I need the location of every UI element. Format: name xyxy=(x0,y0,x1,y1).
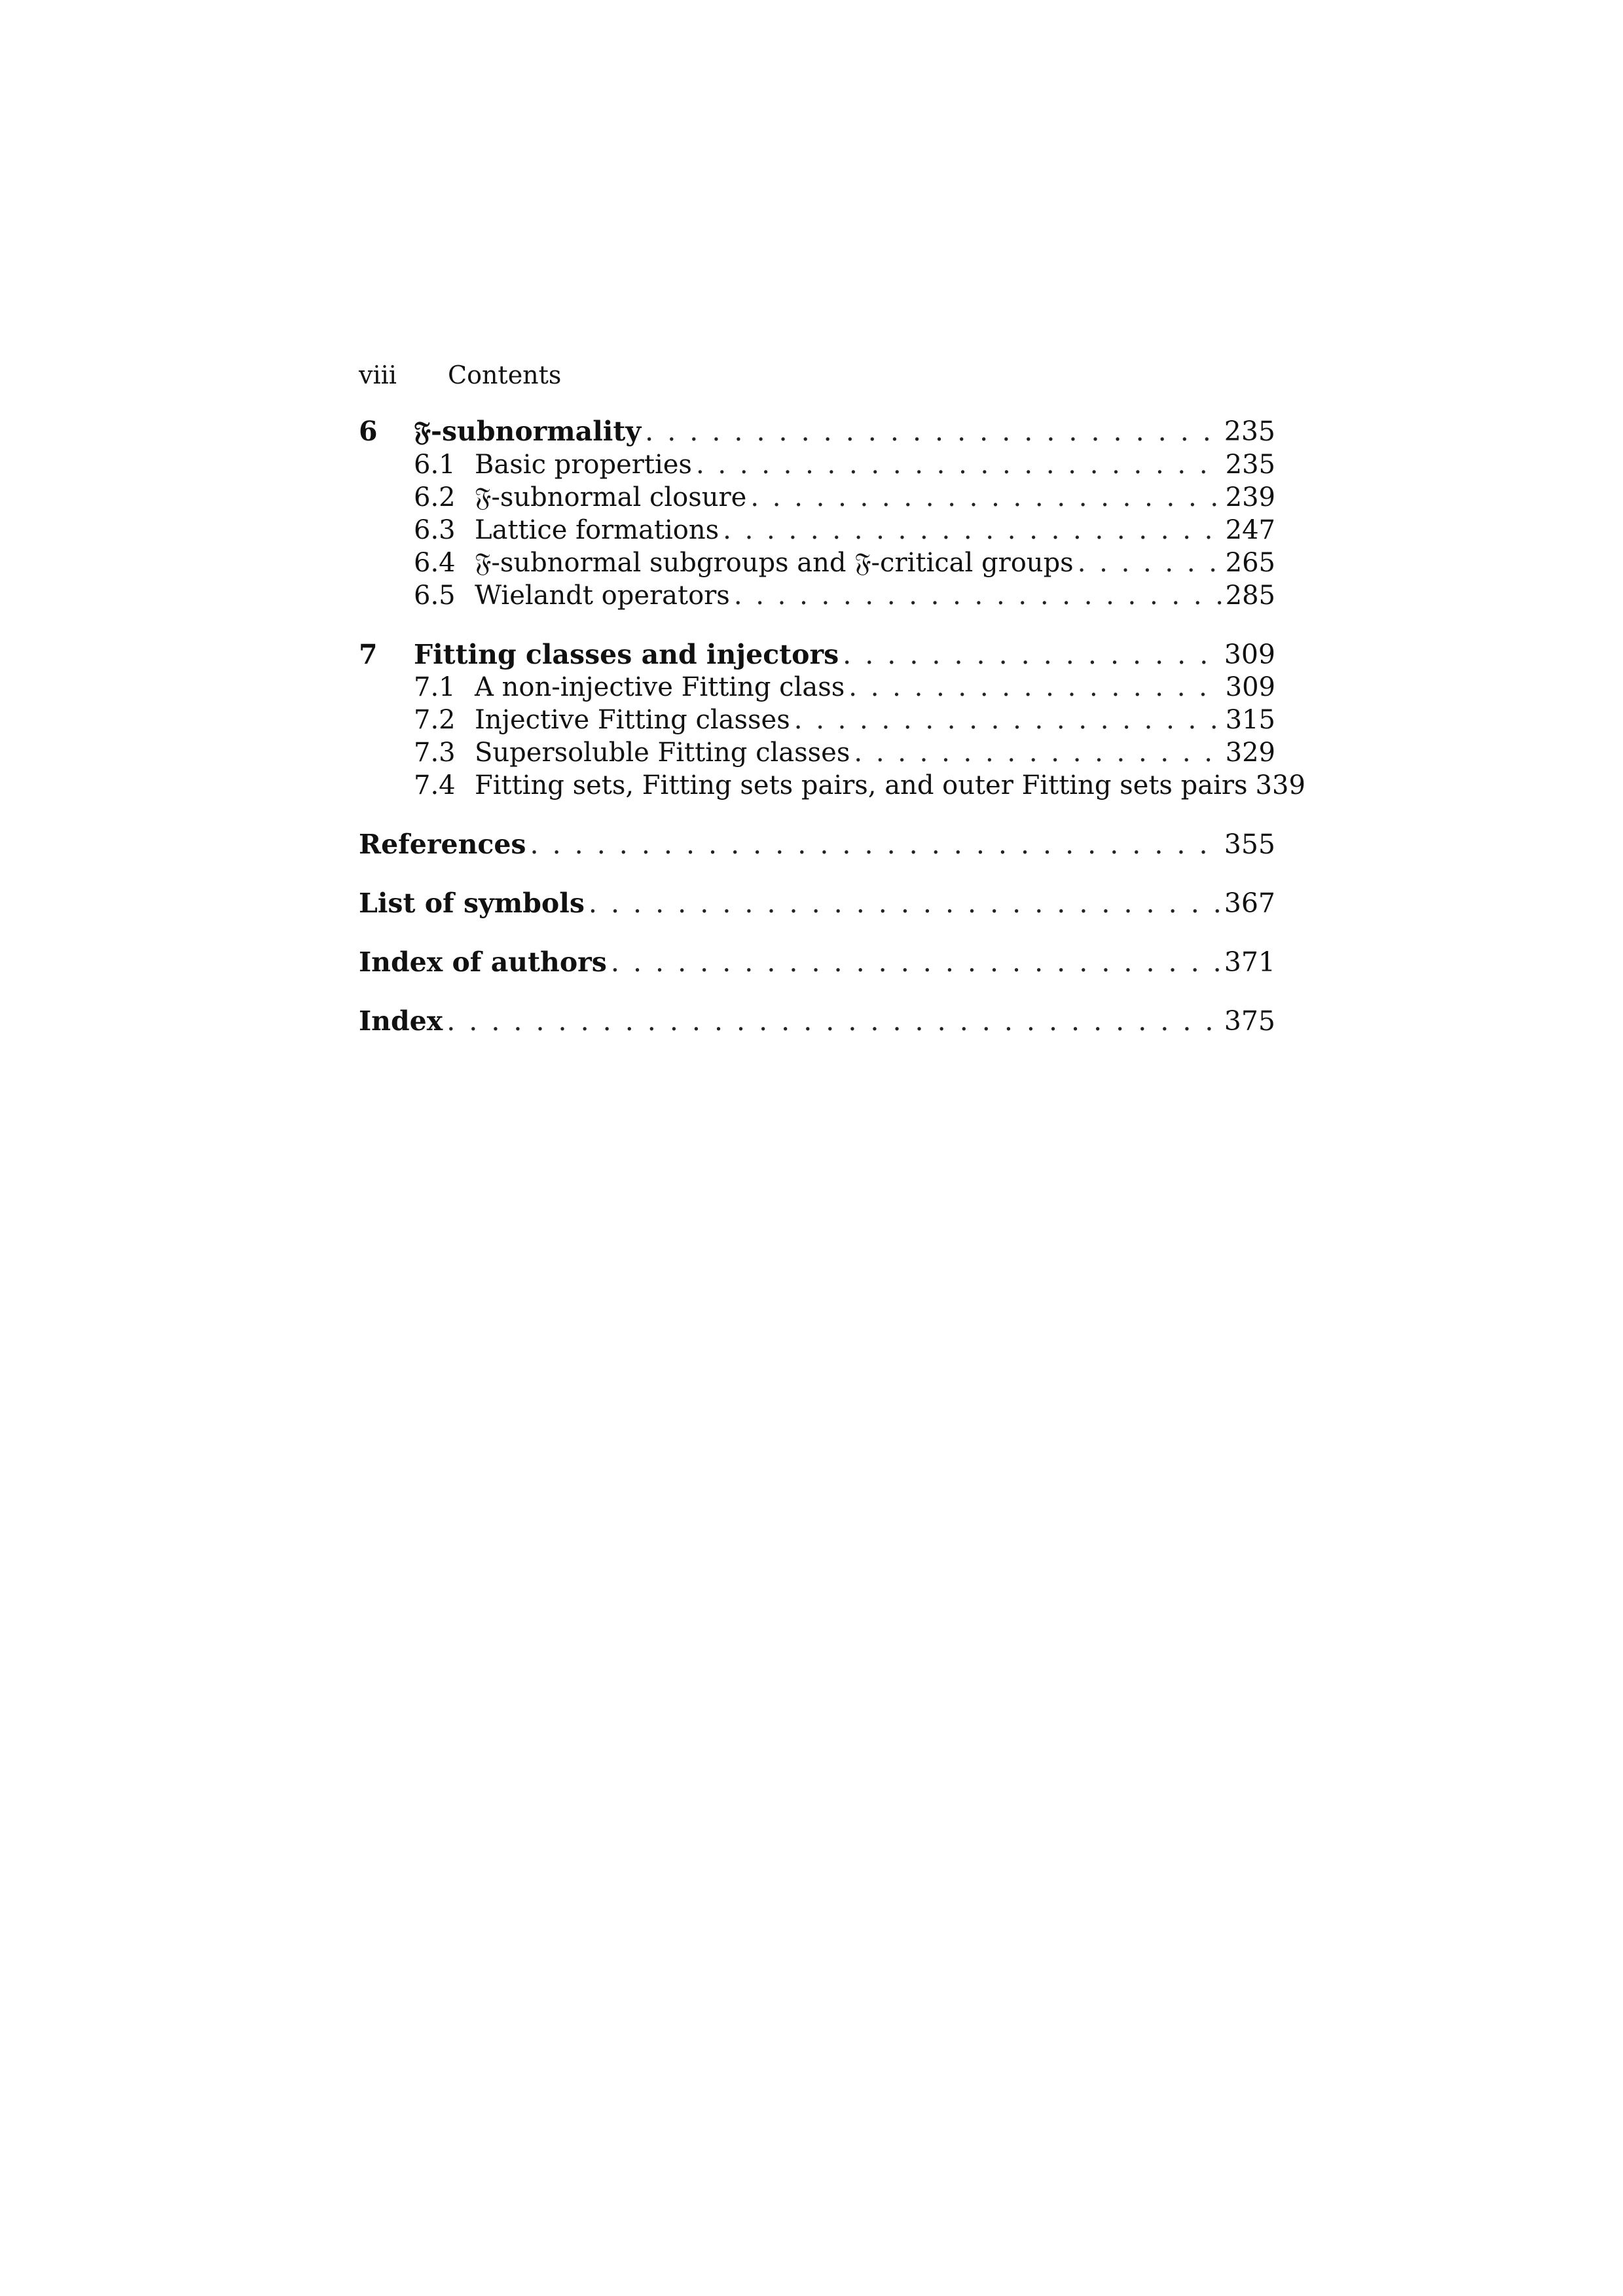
section-title: Injective Fitting classes xyxy=(475,705,790,735)
dot-leader xyxy=(530,828,1220,861)
page-ref: 329 xyxy=(1225,738,1275,768)
toc-section-7-1[interactable] xyxy=(359,671,1275,704)
dot-leader xyxy=(645,415,1220,448)
toc-section-6-5[interactable] xyxy=(359,579,1275,612)
chapter-title: 𝔉-subnormality xyxy=(414,416,642,447)
section-title: 𝔉-subnormal subgroups and 𝔉-critical groups xyxy=(475,548,1074,578)
toc-section-6-3[interactable] xyxy=(359,514,1275,547)
section-number: 7.2 xyxy=(414,705,456,735)
page-ref: 355 xyxy=(1224,829,1275,860)
section-number: 6.4 xyxy=(414,548,456,578)
dot-leader xyxy=(734,579,1222,612)
dot-leader xyxy=(848,671,1221,704)
section-title: Supersoluble Fitting classes xyxy=(475,738,850,768)
dot-leader xyxy=(447,1005,1220,1037)
page-ref: 367 xyxy=(1224,888,1275,919)
running-title: Contents xyxy=(448,361,562,389)
toc-section-6-1[interactable] xyxy=(359,448,1275,481)
page-ref: 235 xyxy=(1225,450,1275,480)
toc-index-of-authors[interactable] xyxy=(359,946,1275,978)
dot-leader xyxy=(696,448,1222,481)
section-number: 6.3 xyxy=(414,515,456,545)
section-title: 𝔉-subnormal closure xyxy=(475,482,747,512)
page-ref: 309 xyxy=(1225,672,1275,702)
page-ref: 309 xyxy=(1224,639,1275,670)
section-title: A non-injective Fitting class xyxy=(475,672,845,702)
page-ref: 371 xyxy=(1224,946,1275,978)
dot-leader xyxy=(794,704,1222,736)
toc-list-of-symbols[interactable] xyxy=(359,887,1275,920)
section-title: Wielandt operators xyxy=(475,581,730,611)
chapter-number: 7 xyxy=(359,639,378,670)
toc-section-7-4[interactable] xyxy=(359,769,1305,802)
chapter-number: 6 xyxy=(359,416,378,447)
toc-section-7-2[interactable] xyxy=(359,704,1275,736)
section-number: 7.1 xyxy=(414,672,456,702)
toc-section-7-3[interactable] xyxy=(359,736,1275,769)
page-ref: 339 xyxy=(1255,770,1305,800)
section-number: 7.3 xyxy=(414,738,456,768)
entry-title: Index xyxy=(359,1005,443,1037)
dot-leader xyxy=(723,514,1221,547)
toc-section-6-4[interactable] xyxy=(359,547,1275,579)
page-ref: 265 xyxy=(1225,548,1275,578)
entry-title: List of symbols xyxy=(359,888,585,919)
dot-leader xyxy=(843,638,1220,671)
section-number: 6.5 xyxy=(414,581,456,611)
page-ref: 235 xyxy=(1224,416,1275,447)
section-number: 6.2 xyxy=(414,482,456,512)
dot-leader xyxy=(589,887,1220,920)
page-ref: 239 xyxy=(1225,482,1275,512)
entry-title: Index of authors xyxy=(359,946,607,978)
chapter-title: Fitting classes and injectors xyxy=(414,639,839,670)
section-number: 7.4 xyxy=(414,770,456,800)
page-ref: 315 xyxy=(1225,705,1275,735)
toc-chapter-7[interactable] xyxy=(359,638,1275,671)
toc-index[interactable] xyxy=(359,1005,1275,1037)
dot-leader xyxy=(854,736,1221,769)
page-ref: 247 xyxy=(1225,515,1275,545)
section-title: Lattice formations xyxy=(475,515,720,545)
entry-title: References xyxy=(359,829,526,860)
toc-chapter-6[interactable] xyxy=(359,415,1275,448)
section-number: 6.1 xyxy=(414,450,456,480)
page-ref: 375 xyxy=(1224,1005,1275,1037)
section-title: Basic properties xyxy=(475,450,692,480)
page-number: viii xyxy=(359,361,397,389)
dot-leader xyxy=(750,481,1221,514)
toc-section-6-2[interactable] xyxy=(359,481,1275,514)
section-title: Fitting sets, Fitting sets pairs, and outer Fitting sets pairs xyxy=(475,770,1248,800)
toc-references[interactable] xyxy=(359,828,1275,861)
dot-leader xyxy=(611,946,1220,978)
dot-leader xyxy=(1078,547,1222,579)
page-ref: 285 xyxy=(1225,581,1275,611)
